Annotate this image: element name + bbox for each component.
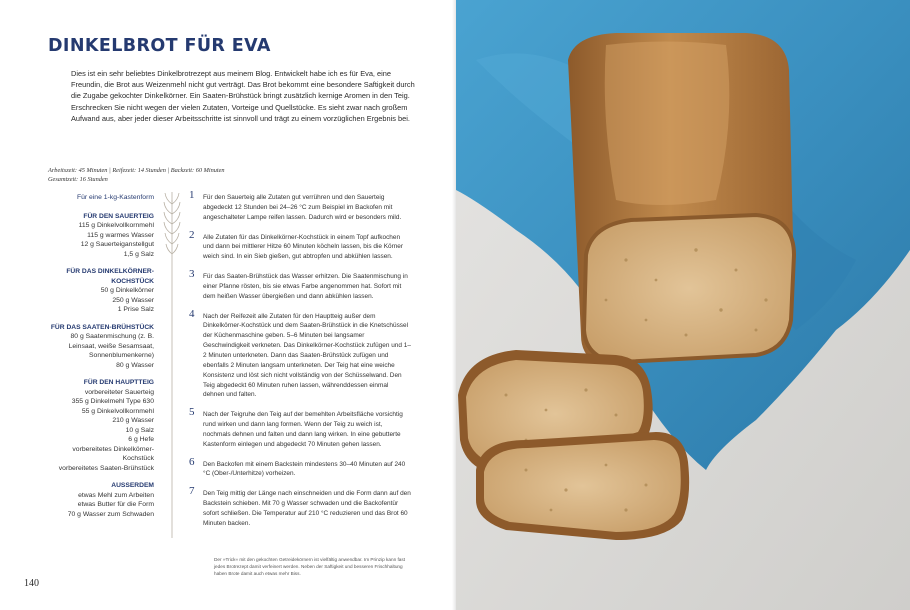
step-text: Für das Saaten-Brühstück das Wasser erhitzen. Die Saatenmischung in einer Pfanne rösten, bis sie etwas Farbe angenommen hat. Sofort mit dem heißen Wasser übergießen und dann abkühlen lassen.	[203, 273, 408, 300]
step-item	[189, 455, 411, 480]
recipe-title: DINKELBROT FÜR EVA	[48, 36, 271, 56]
section-heading: FÜR DEN HAUPTTEIG	[83, 379, 154, 386]
bread-loaf	[568, 33, 794, 362]
page-number: 140	[24, 578, 39, 589]
method-steps	[189, 189, 411, 529]
step-number: 1	[189, 189, 195, 201]
bread-photo	[456, 0, 910, 610]
ingredient-item: etwas Mehl zum Arbeiten	[78, 491, 154, 499]
ingredient-item: 355 g Dinkelmehl Type 630	[71, 398, 154, 405]
time-line-2: Gesamtzeit: 16 Stunden	[48, 175, 108, 183]
step-item	[189, 406, 411, 449]
step-number: 5	[189, 406, 195, 419]
step-text: Für den Sauerteig alle Zutaten gut verrühren und den Sauerteig abgedeckt 12 Stunden bei 24–26 °C zum Beispiel im Backofen mit angeschalteter Lampe reifen lassen. Dadurch wird er besonders mild.	[203, 194, 402, 221]
ingredient-item: 10 g Salz	[125, 426, 154, 434]
section-heading: FÜR DEN SAUERTEIG	[83, 212, 154, 220]
step-text: Alle Zutaten für das Dinkelkörner-Kochstück in einem Topf aufkochen und dann bei mittlerer Hitze 60 Minuten köcheln lassen, bis die Körner weich sind. In ein Sieb gießen, gut abtropfen und abkühlen lassen.	[203, 233, 404, 261]
ingredient-list	[48, 193, 154, 519]
step-number: 6	[189, 455, 195, 468]
tip-note: Der »Trick« mit den gekochten Getreidekörnern ist vielfältig anwendbar. Im Prinzip kann fast jedes Brotrezept damit verfeinert werden. Neben der Saftigkeit und besseren Frischhaltung haben Brote damit auch etwas mehr Biss.	[214, 557, 406, 576]
ingredient-item: 1 Prise Salz	[117, 306, 154, 313]
ingredient-item: 250 g Wasser	[112, 296, 154, 304]
ingredient-item: 115 g Dinkelvollkornmehl	[78, 222, 154, 229]
step-number: 2	[189, 228, 195, 241]
step-item	[189, 189, 411, 223]
section-heading: AUSSERDEM	[111, 482, 154, 489]
ingredient-item: vorbereitetes Dinkelkörner-Kochstück	[72, 445, 154, 462]
step-item	[189, 307, 411, 401]
step-item	[189, 485, 411, 528]
ingredient-item: vorbereitetes Saaten-Brühstück	[58, 464, 154, 472]
right-page	[456, 0, 910, 610]
section-heading: FÜR DAS SAATEN-BRÜHSTÜCK	[50, 323, 154, 331]
time-info	[48, 167, 348, 184]
step-item	[189, 228, 411, 263]
ingredient-item: 115 g warmes Wasser	[87, 231, 154, 239]
step-number: 7	[189, 485, 195, 498]
ingredient-item: etwas Butter für die Form	[77, 501, 154, 508]
baking-form-info: Für eine 1-kg-Kastenform	[76, 194, 154, 201]
ingredient-item: 12 g Sauerteiganstellgut	[80, 241, 154, 248]
ingredient-item: vorbereiteter Sauerteig	[84, 388, 154, 396]
step-number: 4	[189, 307, 195, 320]
step-number: 3	[189, 268, 195, 281]
ingredient-item: 1,5 g Salz	[123, 250, 154, 258]
ingredient-item: 55 g Dinkelvollkornmehl	[81, 407, 154, 415]
step-text: Den Backofen mit einem Backstein mindestens 30–40 Minuten auf 240 °C (Ober-/Unterhitze) vorheizen.	[203, 460, 406, 478]
intro-paragraph: Dies ist ein sehr beliebtes Dinkelbrotrezept aus meinem Blog. Entwickelt habe ich es für Eva, eine Freundin, die Brot aus Weizenmehl nicht gut verträgt. Das Brot bekommt eine besondere Saftigkeit durch die Zugabe gekochter Dinkelkörner. Ein Saaten-Brühstück bringt zusätzlich kernige Aromen in den Teig. Erschrecken Sie nicht wegen der vielen Zutaten, Vorteige und Quellstücke. Es sieht zwar nach großem Aufwand aus, aber jeder dieser Arbeitsschritte ist sinnvoll und trägt zu einem vorzüglichen Ergebnis bei.	[71, 69, 415, 123]
ingredient-item: 50 g Dinkelkörner	[100, 287, 154, 294]
ingredient-item: 80 g Wasser	[116, 361, 154, 369]
wheat-icon	[162, 190, 182, 540]
bread-slice-front	[476, 432, 689, 540]
ingredient-item: 80 g Saatenmischung (z. B. Leinsaat, weiße Sesamsaat, Sonnenblumenkerne)	[68, 333, 154, 359]
ingredient-item: 6 g Hefe	[128, 436, 154, 443]
section-heading: FÜR DAS DINKELKÖRNER-KOCHSTÜCK	[66, 268, 154, 285]
step-item	[189, 268, 411, 302]
ingredient-item: 210 g Wasser	[112, 417, 154, 424]
ingredient-item: 70 g Wasser zum Schwaden	[67, 510, 154, 518]
step-text: Nach der Reifezeit alle Zutaten für den Hauptteig außer dem Dinkelkörner-Kochstück und dem Saaten-Brühstück in die Knetschüssel der Küchenmaschine geben. 5–6 Minuten bei langsamer Geschwindigkeit verkneten. Das Dinkelkörner-Kochstück zufügen und 1–2 Minuten unterkneten. Dann das Saaten-Brühstück zufügen und ebenfalls 2 Minuten langsam unterkneten. Der Teig hat eine weiche Konsistenz und löst sich nicht vollständig von der Schüsselwand. Den Teig abgedeckt 60 Minuten ruhen lassen, währenddessen einmal dehnen und falten.	[203, 312, 411, 399]
step-text: Nach der Teigruhe den Teig auf der bemehlten Arbeitsfläche vorsichtig rund wirken und dann lang formen. Wenn der Teig zu weich ist, nochmals dehnen und falten und dann lang wirken. In eine gebutterte Kastenform einlegen und abgedeckt 70 Minuten gehen lassen.	[203, 411, 403, 448]
step-text: Den Teig mittig der Länge nach einschneiden und die Form dann auf den Backstein schieben. Mit 70 g Wasser schwaden und die Backofentür sofort schließen. Die Temperatur auf 210 °C reduzieren und das Brot 60 Minuten backen.	[203, 490, 411, 527]
time-line-1: Arbeitszeit: 45 Minuten | Reifezeit: 14 Stunden | Backzeit: 60 Minuten	[48, 167, 225, 174]
